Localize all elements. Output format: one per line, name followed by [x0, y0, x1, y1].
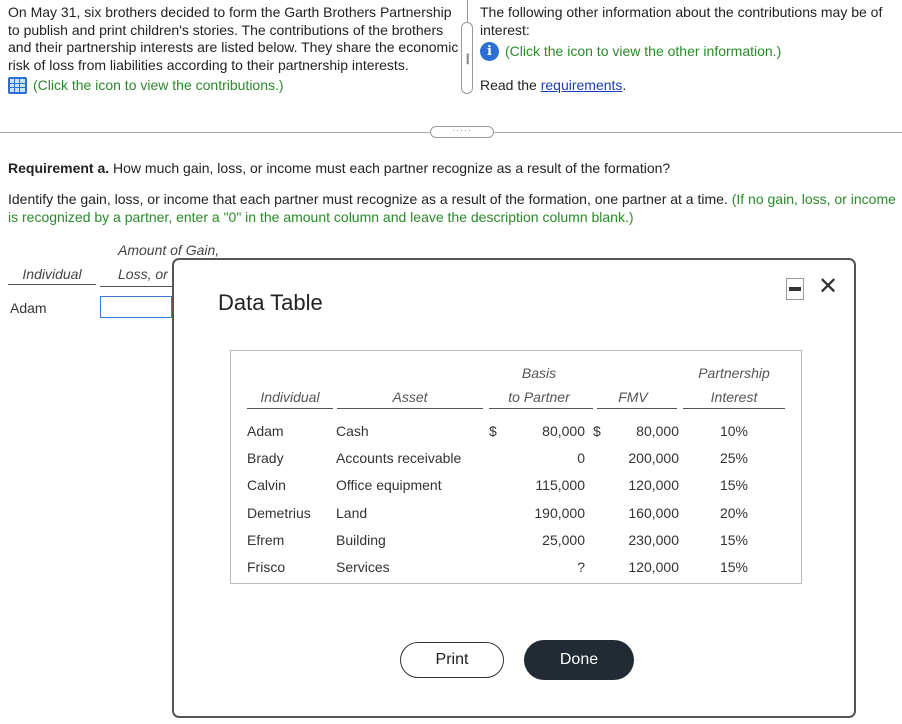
close-icon[interactable]: ✕ [818, 272, 839, 300]
cell-interest: 25% [719, 450, 749, 466]
cell-individual: Calvin [247, 477, 286, 493]
requirement-label: Requirement a. [8, 160, 110, 176]
cell-basis: 80,000 [542, 423, 585, 439]
done-button[interactable]: Done [524, 640, 634, 680]
intro-panel [8, 4, 460, 95]
answer-header-amount-line2: Loss, or [118, 266, 168, 282]
header-basis-line2: to Partner [508, 389, 570, 405]
answer-row-label: Adam [10, 300, 47, 316]
horizontal-splitter-handle[interactable]: ····· [430, 126, 494, 138]
data-table [230, 350, 802, 584]
table-grid-icon[interactable] [8, 77, 27, 94]
cell-interest: 15% [719, 559, 749, 575]
data-table-modal [172, 258, 856, 718]
other-info-panel [480, 4, 900, 95]
cell-basis: 0 [577, 450, 585, 466]
print-button[interactable]: Print [400, 642, 504, 678]
currency-symbol: $ [593, 423, 601, 439]
header-rule-interest [683, 408, 785, 409]
view-contributions-link[interactable] [8, 77, 460, 95]
requirements-link[interactable]: requirements [540, 77, 623, 93]
view-contributions-label[interactable]: (Click the icon to view the contributions.) [33, 77, 284, 93]
cell-asset: Building [336, 532, 386, 548]
read-prefix: Read the [480, 77, 541, 93]
other-info-text: The following other information about the contributions may be of interest: [480, 4, 883, 38]
cell-individual: Demetrius [247, 505, 311, 521]
currency-symbol: $ [489, 423, 497, 439]
cell-asset: Land [336, 505, 368, 521]
cell-interest: 15% [719, 532, 749, 548]
header-interest-line2: Interest [710, 389, 758, 405]
cell-interest: 10% [719, 423, 749, 439]
read-requirements-line [480, 77, 900, 95]
cell-interest: 15% [719, 477, 749, 493]
cell-interest: 20% [719, 505, 749, 521]
answer-header-rule [100, 286, 172, 287]
minimize-icon[interactable] [789, 287, 801, 291]
header-rule-individual [247, 408, 333, 409]
header-individual: Individual [260, 389, 320, 405]
answer-header-individual: Individual [8, 266, 96, 285]
header-rule-asset [337, 408, 483, 409]
header-asset: Asset [392, 389, 428, 405]
amount-input[interactable] [100, 296, 172, 318]
cell-fmv: 120,000 [628, 477, 679, 493]
cell-asset: Office equipment [336, 477, 442, 493]
info-icon[interactable]: i [480, 42, 499, 61]
header-basis-line1: Basis [521, 365, 557, 381]
header-interest-line1: Partnership [698, 365, 770, 381]
modal-title: Data Table [218, 290, 323, 315]
identify-text: Identify the gain, loss, or income that each partner must recognize as a result of the formation, one partner at a time. [8, 191, 732, 207]
cell-asset: Cash [336, 423, 369, 439]
vertical-splitter-handle[interactable]: ••••• [461, 22, 473, 94]
cell-asset: Accounts receivable [336, 450, 462, 466]
minimize-button[interactable] [786, 278, 804, 300]
cell-fmv: 160,000 [628, 505, 679, 521]
cell-basis: ? [577, 559, 585, 575]
cell-fmv: 80,000 [636, 423, 679, 439]
cell-fmv: 120,000 [628, 559, 679, 575]
header-rule-basis [489, 408, 593, 409]
intro-text: On May 31, six brothers decided to form the Garth Brothers Partnership to publish and print children's stories. The contributions of the brothers and their partnership interests are listed below. They share the economic risk of loss from liabilities according to their partnership interests. [8, 4, 459, 73]
header-rule-fmv [597, 408, 677, 409]
identify-hint: (If no gain, loss, or income is recognized by a partner, enter a "0" in the amount column and leave the description column blank.) [8, 191, 896, 225]
read-suffix: . [622, 77, 627, 93]
answer-header-amount-line1: Amount of Gain, [118, 242, 220, 258]
cell-basis: 115,000 [535, 477, 585, 493]
cell-basis: 190,000 [534, 505, 585, 521]
identify-instructions [8, 190, 902, 226]
cell-asset: Services [336, 559, 390, 575]
cell-individual: Brady [247, 450, 284, 466]
cell-individual: Adam [247, 423, 284, 439]
requirement-question: How much gain, loss, or income must each partner recognize as a result of the formation? [109, 160, 671, 176]
cell-basis: 25,000 [542, 532, 585, 548]
cell-fmv: 230,000 [628, 532, 679, 548]
view-other-info-label[interactable]: (Click the icon to view the other information.) [505, 42, 782, 59]
view-other-info-link[interactable] [480, 42, 900, 61]
header-fmv: FMV [618, 389, 648, 405]
cell-individual: Frisco [247, 559, 286, 575]
requirement-a [8, 160, 902, 176]
cell-individual: Efrem [247, 532, 285, 548]
cell-fmv: 200,000 [628, 450, 679, 466]
